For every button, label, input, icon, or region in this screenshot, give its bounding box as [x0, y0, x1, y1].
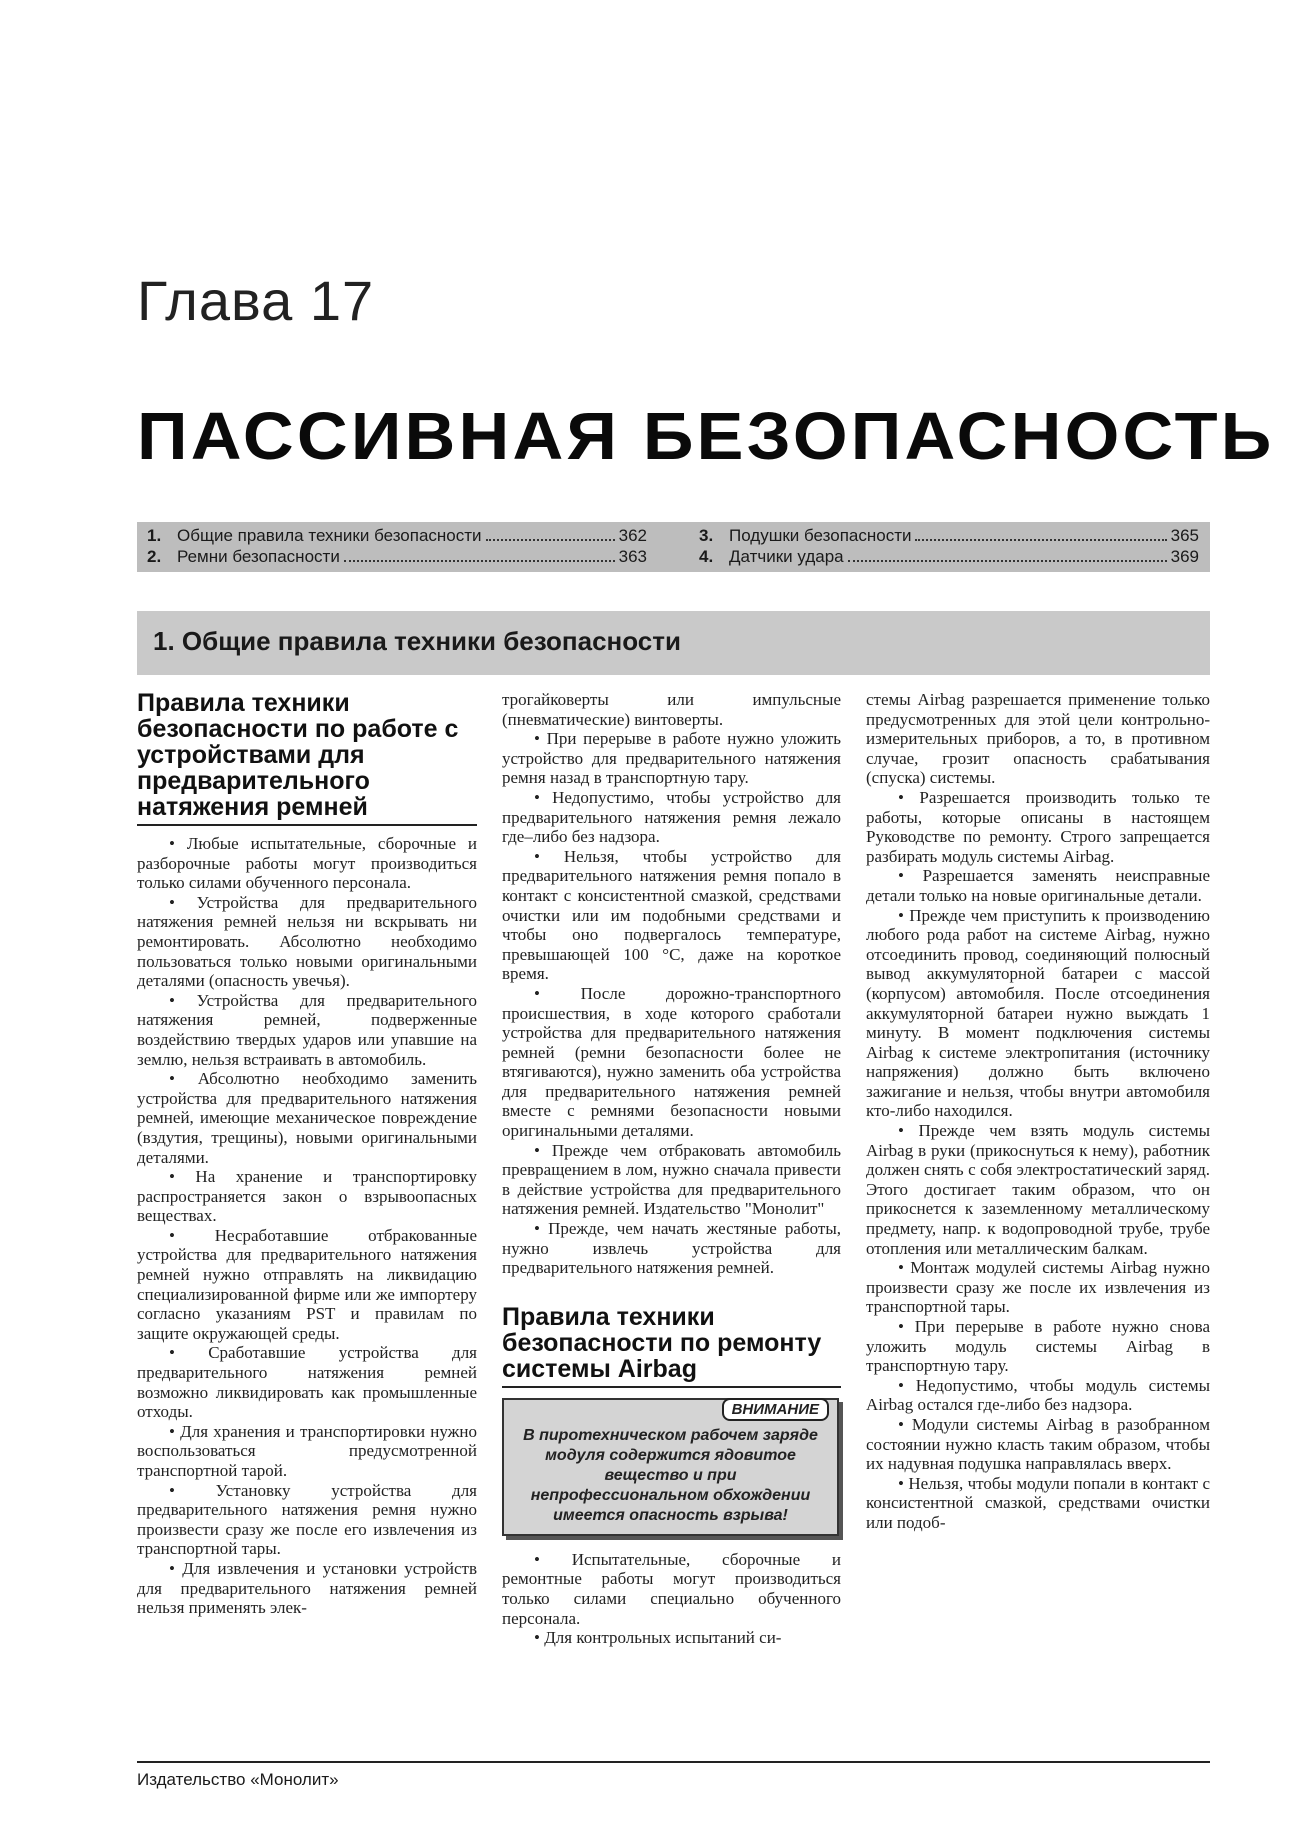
- toc-number: 2.: [147, 547, 162, 566]
- toc-number: 4.: [699, 547, 714, 566]
- paragraph: • Устройства для предварительного натяжения ремней нельзя ни вскрывать ни ремонтировать. Абсолютно необходимо пользоваться только новыми оригинальными деталями (опасность увечья).: [137, 892, 477, 991]
- paragraph: • Для извлечения и установки устройств для предварительного натяжения ремней нельзя применять элек-: [137, 1558, 477, 1618]
- section-title: 1. Общие правила техники безопасности: [153, 626, 681, 656]
- paragraph: • Прежде, чем начать жестяные работы, нужно извлечь устройства для предварительного натяжения ремней.: [502, 1219, 841, 1278]
- page-title: ПАССИВНАЯ БЕЗОПАСНОСТЬ: [137, 399, 1275, 474]
- paragraph: • Разрешается заменять неисправные детали только на новые оригинальные детали.: [866, 866, 1210, 905]
- toc-text: Ремни безопасности: [177, 547, 340, 566]
- paragraph: • При перерыве в работе нужно уложить устройство для предварительного натяжения ремня назад в транспортную тару.: [502, 729, 841, 788]
- paragraph: • Прежде чем приступить к производению любого рода работ на системе Airbag, нужно отсоединить провод, соединяющий полюсный вывод аккумуляторной батареи с массой (корпусом) автомобиля. После отсоединения аккумуляторной батареи нужно выждать 1 минуту. В момент подключения системы Airbag к системе электропитания (источнику напряжения) должно быть включено зажигание и нельзя, чтобы внутри автомобиля кто-либо находился.: [866, 905, 1210, 1121]
- toc-column-right: [699, 526, 1199, 568]
- toc-number: 1.: [147, 526, 162, 545]
- column-1: [137, 690, 477, 1618]
- footer-publisher: Издательство «Монолит»: [137, 1770, 339, 1789]
- toc-page: 369: [1170, 547, 1199, 566]
- paragraph: • Прежде чем отбраковать автомобиль превращением в лом, нужно сначала привести в действие устройства для предварительного натяжения ремней. Издательство "Монолит": [502, 1140, 841, 1219]
- column-2: [502, 690, 841, 1648]
- column-1-heading: Правила техники безопасности по работе с устройствами для предварительного натяжения ремней: [137, 690, 477, 826]
- paragraph: • При перерыве в работе нужно снова уложить модуль системы Airbag в транспортную тару.: [866, 1317, 1210, 1376]
- paragraph: • Абсолютно необходимо заменить устройства для предварительного натяжения ремней, имеющие механическое повреждение (вздутия, трещины), новыми оригинальными деталями.: [137, 1069, 477, 1167]
- paragraph: • На хранение и транспортировку распространяется закон о взрывоопасных веществах.: [137, 1167, 477, 1226]
- toc-leader: [344, 560, 615, 562]
- table-of-contents: [137, 522, 1210, 572]
- paragraph: • Модули системы Airbag в разобранном состоянии нужно класть таким образом, чтобы их надувная подушка направлялась вверх.: [866, 1414, 1210, 1474]
- paragraph: • Нельзя, чтобы устройство для предварительного натяжения ремня попало в контакт с консистентной смазкой, средствами очистки или им подобными средствами и чтобы оно подвергалось температуре, превышающей 100 °С, даже на короткое время.: [502, 846, 841, 984]
- paragraph: • Устройства для предварительного натяжения ремней, подверженные воздействию твердых ударов или упавшие на землю, нельзя встраивать в автомобиль.: [137, 990, 477, 1069]
- warning-text: В пиротехническом рабочем заряде модуля содержится ядовитое вещество и при непрофессиональном обхождении имеется опасность взрыва!: [523, 1426, 818, 1524]
- paragraph: стемы Airbag разрешается применение только предусмотренных для этой цели контрольно-измерительных приборов, а то, в противном случае, грозит опасность срабатывания (спуска) системы.: [866, 690, 1210, 788]
- chapter-label: Глава 17: [137, 269, 375, 332]
- warning-label: ВНИМАНИЕ: [722, 1398, 829, 1422]
- toc-item[interactable]: [699, 526, 1199, 547]
- paragraph: трогайковерты или импульсные (пневматические) винтоверты.: [502, 690, 841, 729]
- paragraph: • Сработавшие устройства для предварительного натяжения ремней возможно ликвидировать как промышленные отходы.: [137, 1343, 477, 1422]
- toc-item[interactable]: [147, 547, 647, 568]
- paragraph: • Монтаж модулей системы Airbag нужно произвести сразу же после их извлечения из транспортной тары.: [866, 1258, 1210, 1317]
- column-3: [866, 690, 1210, 1533]
- paragraph: • Нельзя, чтобы модули попали в контакт с консистентной смазкой, средствами очистки или подоб-: [866, 1473, 1210, 1532]
- paragraph: • Недопустимо, чтобы модуль системы Airbag остался где-либо без надзора.: [866, 1375, 1210, 1415]
- footer-divider: [137, 1761, 1210, 1763]
- toc-column-left: [147, 526, 647, 568]
- section-header: [137, 611, 1210, 675]
- paragraph: • Для хранения и транспортировки нужно воспользоваться предусмотренной транспортной тарой.: [137, 1421, 477, 1480]
- toc-text: Датчики удара: [729, 547, 844, 566]
- toc-text: Подушки безопасности: [729, 526, 912, 545]
- toc-leader: [848, 560, 1167, 562]
- paragraph: • Прежде чем взять модуль системы Airbag в руки (прикоснуться к нему), работник должен снять с собя электростатический заряд. Этого достигает таким образом, что он прикоснется к заземленному металлическому предмету, напр. к водопроводной трубе, трубе отопления или металлическим балкам.: [866, 1121, 1210, 1258]
- toc-item[interactable]: [699, 547, 1199, 568]
- paragraph: • Испытательные, сборочные и ремонтные работы могут производиться только силами специально обученного персонала.: [502, 1549, 841, 1628]
- toc-leader: [915, 539, 1166, 541]
- column-2-heading: Правила техники безопасности по ремонту системы Airbag: [502, 1304, 841, 1388]
- toc-item[interactable]: [147, 526, 647, 547]
- paragraph: • Несработавшие отбракованные устройства для предварительного натяжения ремней нужно отправлять на ликвидацию специализированной фирме или же импортеру согласно указаниям PST и правилам по защите окружающей среды.: [137, 1225, 477, 1343]
- toc-page: 362: [618, 526, 647, 545]
- paragraph: • Для контрольных испытаний си-: [534, 1628, 782, 1648]
- paragraph: • После дорожно-транспортного происшествия, в ходе которого сработали устройства для предварительного натяжения ремней (ремни безопасности более не втягиваются), нужно заменить оба устройства для предварительного натяжения ремней вместе с ремнями безопасности новыми оригинальными деталями.: [502, 983, 841, 1141]
- toc-page: 363: [618, 547, 647, 566]
- toc-page: 365: [1170, 526, 1199, 545]
- paragraph: • Установку устройства для предварительного натяжения ремня нужно произвести сразу же после его извлечения из транспортной тары.: [137, 1480, 477, 1559]
- paragraph: • Любые испытательные, сборочные и разборочные работы могут производиться только силами обученного персонала.: [137, 834, 477, 893]
- paragraph: • Недопустимо, чтобы устройство для предварительного натяжения ремня лежало где–либо без надзора.: [502, 787, 841, 847]
- warning-box: [502, 1398, 839, 1536]
- toc-text: Общие правила техники безопасности: [177, 526, 482, 545]
- toc-number: 3.: [699, 526, 714, 545]
- toc-leader: [486, 539, 615, 541]
- paragraph: • Разрешается производить только те работы, которые описаны в настоящем Руководстве по ремонту. Строго запрещается разбирать модуль системы Airbag.: [866, 787, 1210, 866]
